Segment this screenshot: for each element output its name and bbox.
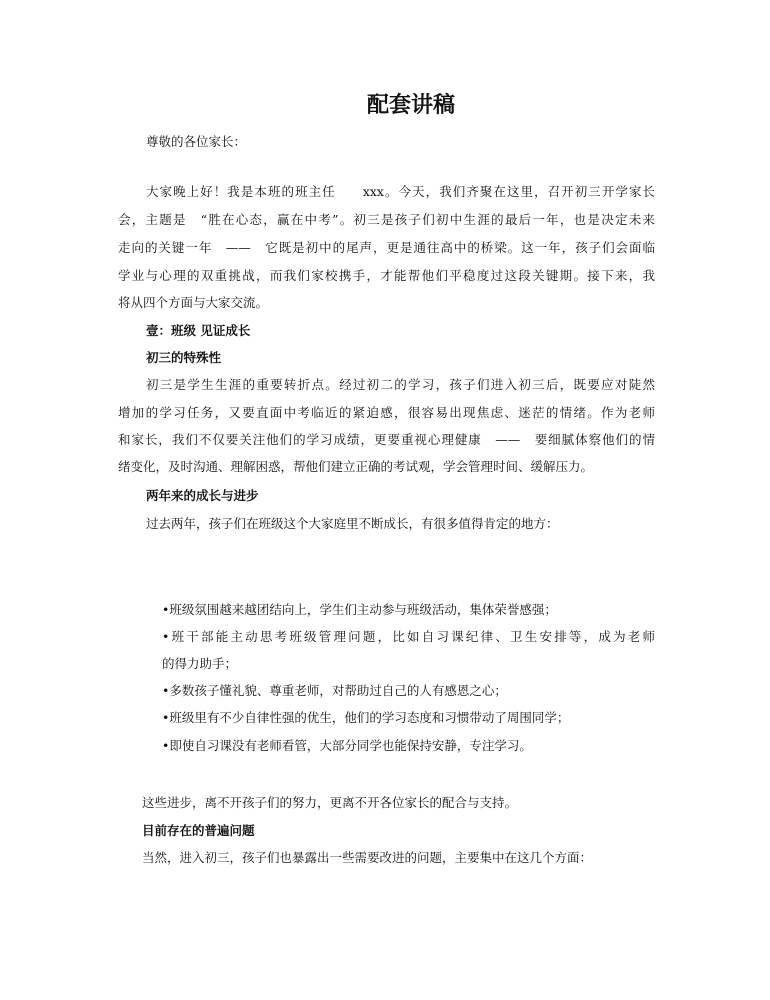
section-heading: 壹：班级 见证成长 (146, 323, 251, 338)
subheading: 两年来的成长与进步 (146, 488, 259, 503)
subheading: 目前存在的普遍问题 (142, 823, 255, 838)
paragraph-line: 增加的学习任务，又要直面中考临近的紧迫感，很容易出现焦虑、迷茫的情绪。作为老师 (118, 405, 655, 420)
greeting: 尊敬的各位家长： (146, 134, 247, 149)
bullet-item: •即使自习课没有老师看管，大部分同学也能保持安静，专注学习。 (162, 738, 532, 753)
bullet-continuation: 的得力助手； (162, 656, 238, 671)
intro-line: 将从四个方面与大家交流。 (118, 295, 269, 310)
paragraph-line: 过去两年，孩子们在班级这个大家庭里不断成长，有很多值得肯定的地方： (146, 516, 559, 531)
intro-line: 学业与心理的双重挑战，而我们家校携手，才能帮他们平稳度过这段关键期。接下来，我 (118, 268, 655, 283)
paragraph-line: 绪变化，及时沟通、理解困惑，帮他们建立正确的考试观，学会管理时间、缓解压力。 (118, 459, 594, 474)
document-title: 配套讲稿 (366, 93, 455, 118)
subheading: 初三的特殊性 (146, 350, 222, 365)
bullet-item: •班级里有不少自律性强的优生，他们的学习态度和习惯带动了周围同学； (162, 710, 570, 725)
paragraph-line: 和家长，我们不仅要关注他们的学习成绩，更要重视心理健康 —— 要细腻体察他们的情 (118, 432, 655, 447)
bullet-item: •班干部能主动思考班级管理问题，比如自习课纪律、卫生安排等，成为老师 (162, 629, 655, 644)
intro-line: 走向的关键一年 —— 它既是初中的尾声，更是通往高中的桥梁。这一年，孩子们会面临 (118, 240, 655, 255)
intro-line: 大家晚上好！我是本班的班主任 xxx。今天，我们齐聚在这里，召开初三开学家长 (146, 184, 655, 199)
paragraph-line: 当然，进入初三，孩子们也暴露出一些需要改进的问题，主要集中在这几个方面： (142, 850, 593, 865)
paragraph-line: 初三是学生生涯的重要转折点。经过初二的学习，孩子们进入初三后，既要应对陡然 (146, 377, 655, 392)
bullet-item: •多数孩子懂礼貌、尊重老师，对帮助过自己的人有感恩之心； (162, 683, 507, 698)
bullet-item: •班级氛围越来越团结向上，学生们主动参与班级活动，集体荣誉感强； (162, 602, 557, 617)
paragraph-line: 这些进步，离不开孩子们的努力，更离不开各位家长的配合与支持。 (142, 795, 518, 810)
intro-line: 会，主题是 “胜在心态，赢在中考”。初三是孩子们初中生涯的最后一年，也是决定未来 (118, 212, 655, 227)
